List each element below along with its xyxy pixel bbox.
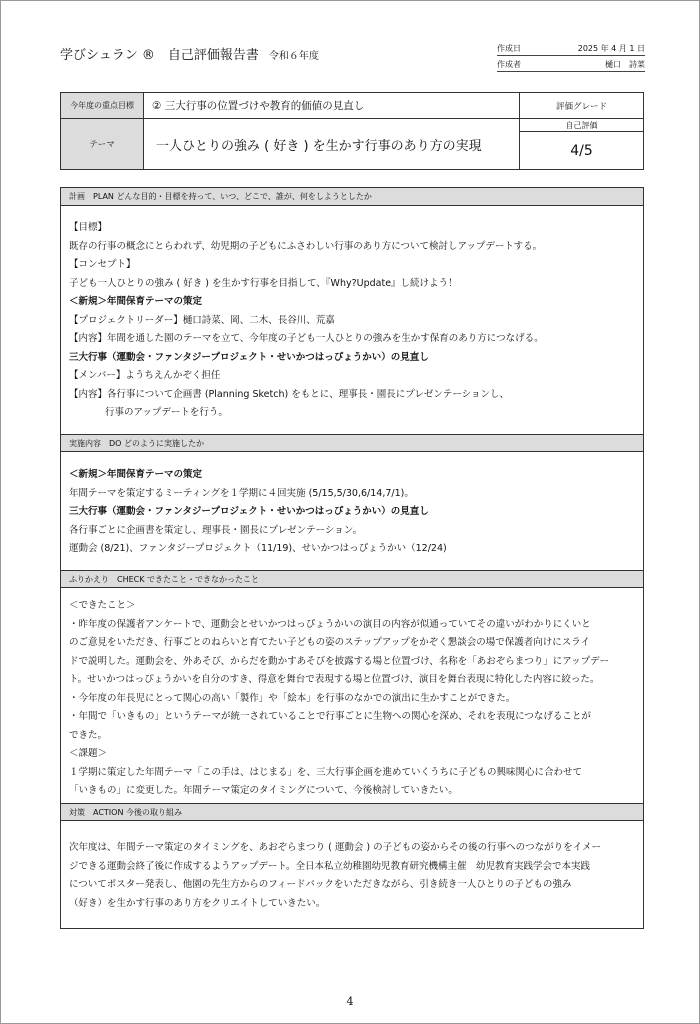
created-date-value: 2025 年 4 月 1 日: [577, 44, 645, 53]
check-line: ・年間で「いきもの」というテーマが統一されていることで行事ごとに生物への関心を深め、それを表現につなげることが: [69, 711, 591, 722]
do-line: 年間テーマを策定するミーティングを１学期に４回実施 (5/15,5/30,6/14,7/1)。: [69, 487, 414, 499]
check-line: １学期に策定した年間テーマ「この手は、はじまる」を、三大行事企画を進めていくうちに子どもの興味関心に合わせて: [69, 766, 583, 778]
check-line: ト。せいかつはっぴょうかいを自分のすき、得意を舞台で表現する場と位置づけ、演目を舞台表現に特化した内容に絞った。: [69, 674, 600, 685]
plan-line: 【プロジェクトリーダー】樋口詩菜、岡、二木、長谷川、荒嘉: [69, 314, 335, 326]
plan-line: 三大行事（運動会・ファンタジープロジェクト・せいかつはっぴょうかい）の見直し: [69, 351, 429, 363]
author-label: 作成者: [497, 60, 521, 69]
created-date-label: 作成日: [497, 44, 521, 53]
document-title: [60, 44, 319, 63]
report-title: 学びシュラン ® 自己評価報告書: [60, 48, 259, 63]
focus-goal-label: 今年度の重点目標: [61, 93, 144, 119]
author-row: [497, 56, 645, 72]
self-evaluation-value: 4/5: [570, 142, 593, 159]
action-line: （好き）を生かす行事のあり方をクリエイトしていきたい。: [69, 897, 326, 909]
plan-line: 既存の行事の概念にとらわれず、幼児期の子どもにふさわしい行事のあり方について検討しアップデートする。: [69, 240, 543, 252]
check-line: できた。: [69, 729, 108, 741]
page-number: 4: [346, 995, 354, 1008]
grade-header: 評価グレード: [520, 93, 643, 119]
plan-line: 【コンセプト】: [69, 259, 136, 270]
action-section-header: 対策 ACTION 今後の取り組み: [61, 803, 643, 821]
plan-line: 【内容】年間を通した園のテーマを立て、今年度の子ども一人ひとりの強みを生かす保育のあり方につなげる。: [69, 333, 544, 344]
action-line: ジできる運動会終了後に作成するようアップデート。全日本私立幼稚園幼児教育研究機構主催 幼児教育実践学会で本実践: [69, 860, 590, 872]
check-line: ＜課題＞: [69, 748, 108, 759]
theme-value: 一人ひとりの強み ( 好き ) を生かす行事のあり方の実現: [144, 119, 520, 169]
check-section-body: [61, 597, 643, 801]
author-value: 樋口 詩菜: [605, 60, 645, 69]
plan-line: 【目標】: [69, 222, 108, 233]
check-line: ＜できたこと＞: [69, 600, 136, 611]
focus-goal-value: ② 三大行事の位置づけや教育的価値の見直し: [144, 93, 520, 119]
theme-label: テーマ: [61, 119, 144, 169]
created-date-row: [497, 40, 645, 56]
plan-section-body: [61, 219, 643, 423]
do-line: 各行事ごとに企画書を策定し、理事長・園長にプレゼンテーション。: [69, 524, 362, 536]
check-line: 「いきもの」に変更した。年間テーマ策定のタイミングについて、今後検討していきたい。: [69, 785, 458, 796]
do-line: 三大行事（運動会・ファンタジープロジェクト・せいかつはっぴょうかい）の見直し: [69, 506, 429, 517]
self-evaluation-label: 自己評価: [520, 119, 643, 132]
check-section-header: ふりかえり CHECK できたこと・できなかったこと: [61, 570, 643, 588]
plan-line: 子ども一人ひとりの強み ( 好き ) を生かす行事を目指して、『Why?Update』し続けよう！: [69, 277, 458, 289]
action-line: 次年度は、年間テーマ策定のタイミングを、あおぞらまつり ( 運動会 ) の子どもの姿からその後の行事へのつながりをイメー: [69, 842, 602, 853]
fiscal-year: 令和６年度: [268, 51, 319, 62]
check-line: ・今年度の年長児にとって関心の高い「製作」や「絵本」を行事のなかでの演出に生かすことができた。: [69, 692, 516, 704]
do-line: ＜新規＞年間保育テーマの策定: [69, 469, 203, 480]
action-section-body: [61, 839, 643, 913]
plan-line: 行事のアップデートを行う。: [105, 407, 228, 418]
do-section-body: [61, 466, 643, 559]
plan-line: ＜新規＞年間保育テーマの策定: [69, 296, 203, 307]
action-line: についてポスター発表し、他園の先生方からのフィードバックをいただきながら、引き続き一人ひとりの子どもの強み: [69, 879, 572, 890]
plan-section-header: 計画 PLAN どんな目的・目標を持って、いつ、どこで、誰が、何をしようとしたか: [61, 188, 643, 206]
do-line: 運動会 (8/21)、ファンタジープロジェクト（11/19)、せいかつはっぴょうかい（12/24): [69, 543, 447, 554]
check-line: ・昨年度の保護者アンケートで、運動会とせいかつはっぴょうかいの演目の内容が似通っていてその違いがわかりにくいと: [69, 618, 591, 630]
plan-line: 【内容】各行事について企画書 (Planning Sketch) をもとに、理事長・園長にプレゼンテーションし、: [69, 388, 509, 400]
goal-theme-table: [60, 92, 644, 170]
document-meta: [497, 40, 645, 72]
pdca-table: [60, 187, 644, 929]
plan-line: 【メンバー】ようちえんかぞく担任: [69, 370, 221, 381]
check-line: のご意見をいただき、行事ごとのねらいと育てたい子どもの姿のステップアップをかぞく懇談会の場で保護者向けにスライ: [69, 637, 590, 648]
do-section-header: 実施内容 DO どのように実施したか: [61, 434, 643, 452]
check-line: ドで説明した。運動会を、外あそび、からだを動かすあそびを披露する場と位置づけ、名称を「あおぞらまつり」にアップデー: [69, 655, 610, 667]
